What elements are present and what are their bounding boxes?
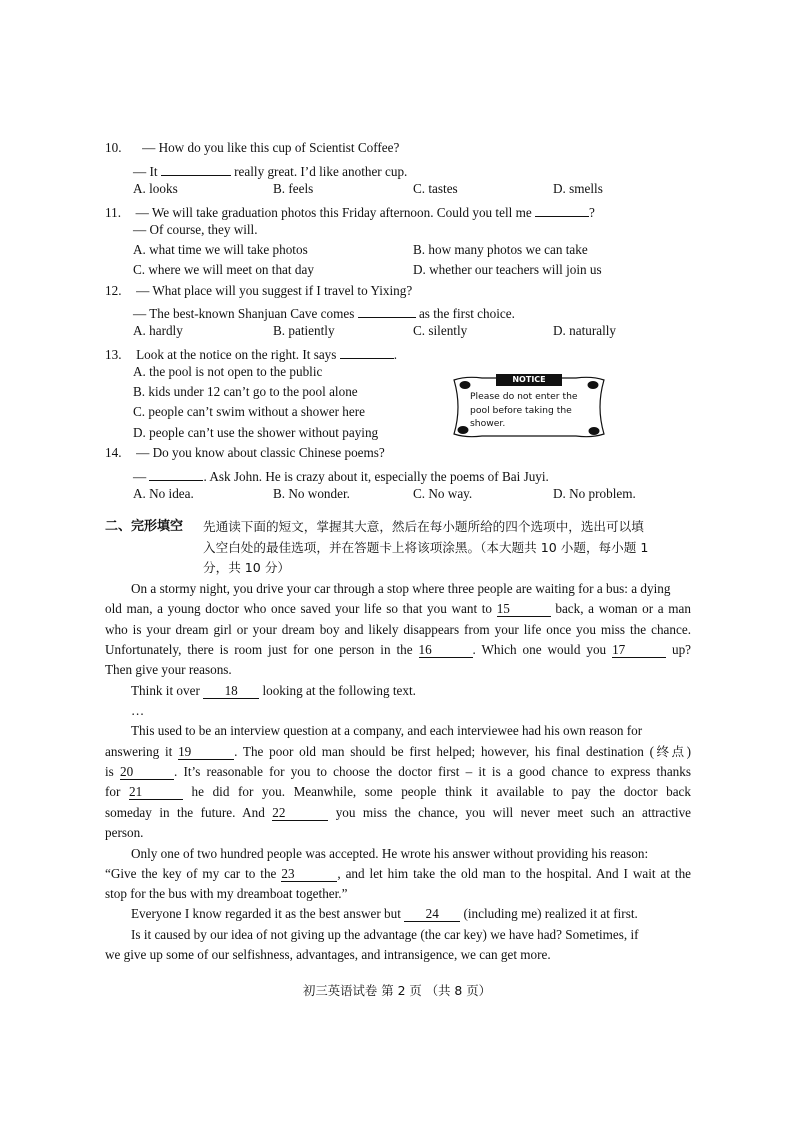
passage-line: we give up some of our selfishness, advantages, and intransigence, we can get more. <box>105 947 551 962</box>
q10-option-b: B. feels <box>273 181 314 196</box>
q10-line2: — It really great. I’d like another cup. <box>133 161 407 180</box>
q11-option-a: A. what time we will take photos <box>133 242 308 257</box>
answer-blank <box>535 202 589 217</box>
passage-line: This used to be an interview question at a company, and each interviewee had his own reason for <box>131 723 643 738</box>
section2-title: 二、完形填空 <box>105 519 184 534</box>
q10-stem <box>105 140 399 156</box>
q14-option-c: C. No way. <box>413 486 473 501</box>
q14-option-d: D. No problem. <box>553 486 636 501</box>
notice-text: Please do not enter the pool before taking the shower. <box>470 391 578 429</box>
q11-option-c: C. where we will meet on that day <box>133 262 314 277</box>
section2-instruction-line3: 分，共 10 分） <box>203 560 291 575</box>
q13-option-c: C. people can’t swim without a shower here <box>133 404 365 419</box>
answer-blank <box>358 303 416 318</box>
q12-option-c: C. silently <box>413 323 468 338</box>
q11-option-d: D. whether our teachers will join us <box>413 262 602 277</box>
passage-line: person. <box>105 825 144 840</box>
section2-instruction-line1: 先通读下面的短文，掌握其大意，然后在每小题所给的四个选项中，选出可以填 <box>203 519 644 534</box>
answer-blank <box>161 161 231 176</box>
passage-line: Think it over 18 looking at the following text. <box>131 683 416 698</box>
q13-option-d: D. people can’t use the shower without paying <box>133 425 379 440</box>
q10-option-c: C. tastes <box>413 181 458 196</box>
answer-blank <box>149 466 203 481</box>
blank-17: 17 <box>612 643 666 658</box>
q12-number: 12. <box>105 283 122 298</box>
blank-19: 19 <box>178 745 234 760</box>
page-footer: 初三英语试卷 第 2 页 （共 8 页） <box>302 983 492 998</box>
q12-option-b: B. patiently <box>273 323 335 338</box>
notice-corner-dot <box>460 381 471 389</box>
q11-number: 11. <box>105 205 121 220</box>
blank-18: 18 <box>203 684 259 699</box>
passage-line: someday in the future. And 22 you miss the chance, you will never meet such an attractive <box>105 805 692 820</box>
notice-title: NOTICE <box>496 374 562 386</box>
q10-option-a: A. looks <box>133 181 178 196</box>
passage-line: stop for the bus with my dreamboat together.” <box>105 886 348 901</box>
passage-line: for 21 he did for you. Meanwhile, some people think it available to pay the doctor back <box>105 784 691 799</box>
answer-blank <box>340 344 394 359</box>
notice-corner-dot <box>589 427 600 435</box>
passage-line: Unfortunately, there is room just for one person in the 16 . Which one would you 17 up? <box>105 642 692 657</box>
q13-number: 13. <box>105 347 122 362</box>
passage-ellipsis: … <box>131 703 145 718</box>
passage-line: Then give your reasons. <box>105 662 232 677</box>
q10-number: 10. <box>105 140 122 155</box>
blank-24: 24 <box>404 907 460 922</box>
q14-number: 14. <box>105 445 122 460</box>
q14-line2: — . Ask John. He is crazy about it, especially the poems of Bai Juyi. <box>133 466 549 485</box>
q13-option-b: B. kids under 12 can’t go to the pool alone <box>133 384 358 399</box>
q12-line2: — The best-known Shanjuan Cave comes as the first choice. <box>133 303 515 322</box>
notice-corner-dot <box>458 426 469 434</box>
passage-line: old man, a young doctor who once saved your life so that you want to 15 back, a woman or a man <box>105 601 692 616</box>
q11-stem: 11. — We will take graduation photos this Friday afternoon. Could you tell me ? <box>105 202 595 221</box>
passage-line: Only one of two hundred people was accepted. He wrote his answer without providing his reason: <box>131 846 649 861</box>
passage-line: “Give the key of my car to the 23 , and let him take the old man to the hospital. And I wait at the <box>105 866 692 881</box>
q12-option-d: D. naturally <box>553 323 616 338</box>
q13-option-a: A. the pool is not open to the public <box>133 364 323 379</box>
passage-line: Is it caused by our idea of not giving up the advantage (the car key) we have had? Sometimes, if <box>131 927 639 942</box>
passage-line: who is your dream girl or your dream boy and likely disappears from your life once you miss the chance. <box>105 622 691 637</box>
section2-instruction-line2: 入空白处的最佳选项，并在答题卡上将该项涂黑。（本大题共 10 小题，每小题 1 <box>203 540 649 555</box>
q12-stem: 12. — What place will you suggest if I travel to Yixing? <box>105 283 413 298</box>
passage-line: Everyone I know regarded it as the best answer but 24 (including me) realized it at first. <box>131 906 638 921</box>
q13-stem: 13. Look at the notice on the right. It says . <box>105 344 397 363</box>
passage-line: answering it 19 . The poor old man should be first helped; however, his final destination (终点) <box>105 744 692 759</box>
q14-stem: 14. — Do you know about classic Chinese poems? <box>105 445 385 460</box>
passage-line: is 20 . It’s reasonable for you to choose the doctor first – it is a good chance to express thanks <box>105 764 691 779</box>
q11-line2: — Of course, they will. <box>133 222 258 237</box>
q12-option-a: A. hardly <box>133 323 183 338</box>
q10-line1: — How do you like this cup of Scientist Coffee? <box>142 140 400 155</box>
q10-option-d: D. smells <box>553 181 603 196</box>
q14-option-a: A. No idea. <box>133 486 194 501</box>
blank-15: 15 <box>497 602 551 617</box>
blank-21: 21 <box>129 785 183 800</box>
blank-20: 20 <box>120 765 174 780</box>
q11-option-b: B. how many photos we can take <box>413 242 588 257</box>
q14-option-b: B. No wonder. <box>273 486 350 501</box>
blank-22: 22 <box>272 806 328 821</box>
notice-corner-dot <box>588 381 599 389</box>
blank-23: 23 <box>281 867 337 882</box>
blank-16: 16 <box>419 643 473 658</box>
passage-line: On a stormy night, you drive your car through a stop where three people are waiting for a bus: a dying <box>131 581 671 596</box>
